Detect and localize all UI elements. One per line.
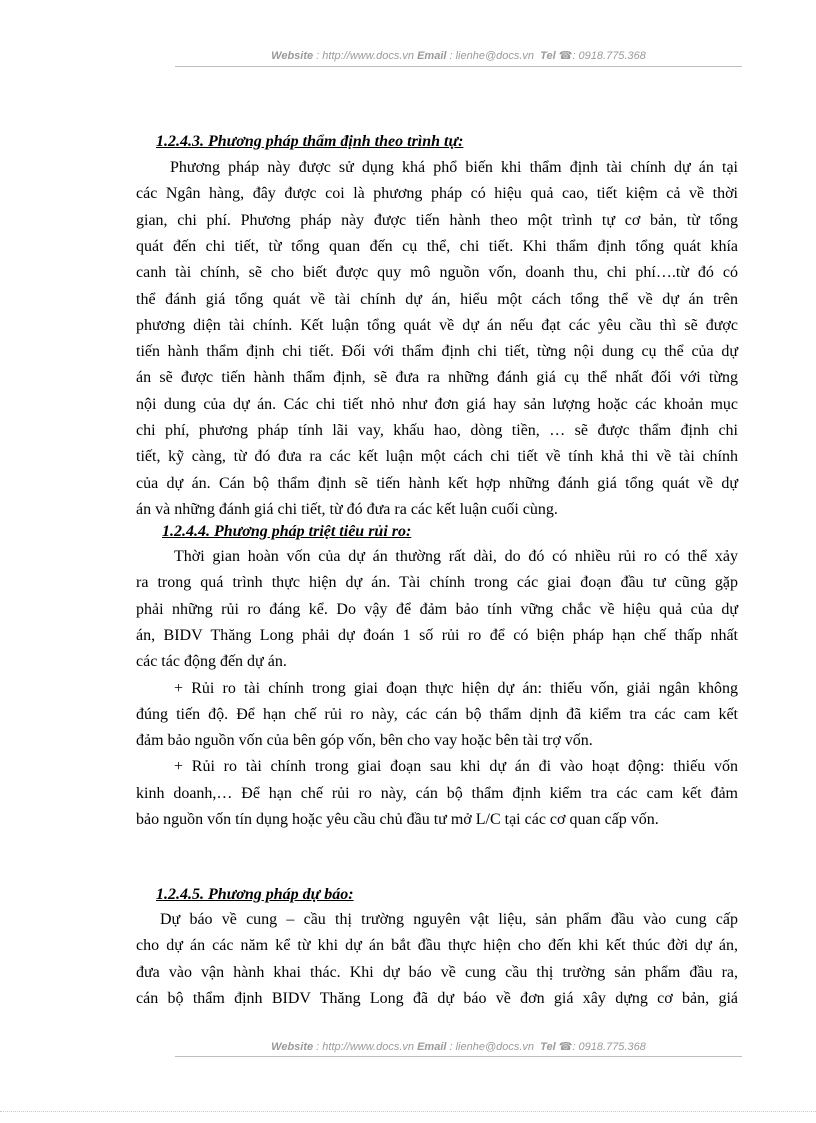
- header-tel-label: Tel: [540, 50, 556, 62]
- paragraph-line: các Ngân hàng, đây được coi là phương pháp có hiệu quả cao, tiết kiệm cả về thời: [136, 185, 738, 203]
- paragraph-line: + Rủi ro tài chính trong giai đoạn thực hiện dự án: thiếu vốn, giải ngân không: [174, 679, 738, 697]
- header-separator: :: [313, 50, 323, 62]
- paragraph-line: tiến hành thẩm định chi tiết. Đối với thẩm định chi tiết, từng nội dung cụ thể của dự: [136, 343, 738, 361]
- paragraph-line: bảo nguồn vốn tín dụng hoặc yêu cầu chủ đầu tư mở L/C tại các cơ quan cấp vốn.: [136, 811, 659, 828]
- paragraph-line: phải những rủi ro đáng kể. Do vậy để đảm bảo tính vững chắc về hiệu quả của dự: [136, 600, 738, 618]
- paragraph-line: các tác động đến dự án.: [136, 653, 287, 671]
- paragraph-line: Phương pháp này được sử dụng khá phổ biến khi thẩm định tài chính dự án tại: [170, 159, 738, 176]
- footer-tel-label: Tel: [540, 1041, 556, 1053]
- paragraph-line: án và những đánh giá chi tiết, từ đó đưa ra các kết luận cuối cùng.: [136, 500, 558, 518]
- paragraph-line: phương diện tài chính. Kết luận tổng quát về dự án nếu đạt các yêu cầu thì sẽ được: [136, 316, 738, 334]
- paragraph-line: án sẽ được tiến hành thẩm định, sẽ đưa ra những đánh giá cụ thể nhất đối với từng: [136, 369, 738, 387]
- header-divider: [175, 66, 742, 67]
- paragraph-line: nội dung của dự án. Các chi tiết nhỏ như đơn giá hay sản lượng hoặc các khoản mục: [136, 395, 738, 413]
- section-heading-1-2-4-4: 1.2.4.4. Phương pháp triệt tiêu rủi ro:: [162, 523, 412, 540]
- footer-email-label: Email: [417, 1041, 447, 1053]
- header-website-label: Website: [271, 50, 314, 62]
- header-separator: :: [446, 50, 456, 62]
- header-website-link[interactable]: http://www.docs.vn: [322, 50, 415, 62]
- footer-tel-number: : 0918.775.368: [572, 1041, 646, 1053]
- paragraph-line: gian, chi phí. Phương pháp này được tiến hành theo một trình tự cơ bản, từ tổng: [136, 211, 738, 229]
- section-heading-1-2-4-5: 1.2.4.5. Phương pháp dự báo:: [156, 886, 354, 903]
- phone-icon: ☎: [558, 50, 573, 62]
- paragraph-line: của dự án. Cán bộ thẩm định sẽ tiến hành kết hợp những đánh giá tổng quát về dự: [136, 474, 738, 492]
- paragraph-line: Thời gian hoàn vốn của dự án thường rất dài, do đó có nhiều rủi ro có thể xảy: [174, 548, 738, 565]
- header-tel-number: : 0918.775.368: [572, 50, 646, 62]
- paragraph-line: thể đánh giá tổng quát về tài chính dự án, hiểu một cách tổng thể về dự án trên: [136, 290, 738, 308]
- page-header: [175, 49, 742, 62]
- phone-icon: ☎: [558, 1041, 573, 1053]
- paragraph-line: canh tài chính, sẽ cho biết được quy mô nguồn vốn, doanh thu, chi phí….từ đó có: [136, 264, 738, 282]
- page-bottom-edge: [0, 1111, 816, 1112]
- paragraph-line: Dự báo về cung – cầu thị trường nguyên vật liệu, sản phẩm đầu vào cung cấp: [160, 911, 738, 928]
- footer-website-link[interactable]: http://www.docs.vn: [322, 1041, 415, 1053]
- paragraph-line: án, BIDV Thăng Long phải dự đoán 1 số rủi ro để có biện pháp hạn chế thấp nhất: [136, 626, 738, 644]
- paragraph-line: cho dự án các năm kể từ khi dự án bắt đầu thực hiện cho đến khi kết thúc đời dự án,: [136, 937, 738, 955]
- header-email-label: Email: [417, 50, 447, 62]
- paragraph-line: tiết, kỹ càng, từ đó đưa ra các kết luận một cách chi tiết về tính khả thi về tài chính: [136, 448, 738, 466]
- page-footer: [175, 1040, 742, 1053]
- paragraph-line: quát đến chi tiết, từ tổng quan đến cụ thể, chi tiết. Khi thẩm định tổng quát khía: [136, 237, 738, 255]
- paragraph-line: ra trong quá trình thực hiện dự án. Tài chính trong các giai đoạn đầu tư cũng gặp: [136, 574, 738, 592]
- paragraph-line: cán bộ thẩm định BIDV Thăng Long đã dự báo về đơn giá xây dựng cơ bản, giá: [136, 989, 738, 1007]
- paragraph-line: đúng tiến độ. Để hạn chế rủi ro này, các cán bộ thẩm dịnh đã kiểm tra các cam kết: [136, 705, 738, 723]
- footer-email-link[interactable]: lienhe@docs.vn: [455, 1041, 535, 1053]
- footer-divider: [175, 1056, 742, 1057]
- section-heading-1-2-4-3: 1.2.4.3. Phương pháp thẩm định theo trình tự:: [156, 133, 464, 150]
- paragraph-line: + Rủi ro tài chính trong giai đoạn sau khi dự án đi vào hoạt động: thiếu vốn: [174, 758, 738, 776]
- header-email-link[interactable]: lienhe@docs.vn: [455, 50, 535, 62]
- paragraph-line: chi phí, phương pháp tính lãi vay, khấu hao, dòng tiền, … sẽ được thẩm định chi: [136, 422, 738, 439]
- paragraph-line: kinh doanh,… Để hạn chế rủi ro này, cán bộ thẩm định kiểm tra các cam kết đảm: [136, 784, 738, 802]
- footer-separator: :: [446, 1041, 456, 1053]
- footer-website-label: Website: [271, 1041, 314, 1053]
- paragraph-line: đảm bảo nguồn vốn của bên góp vốn, bên cho vay hoặc bên tài trợ vốn.: [136, 732, 593, 750]
- paragraph-line: đưa vào vận hành khai thác. Khi dự báo về cung cầu thị trường sản phẩm đầu ra,: [136, 963, 738, 981]
- footer-separator: :: [313, 1041, 323, 1053]
